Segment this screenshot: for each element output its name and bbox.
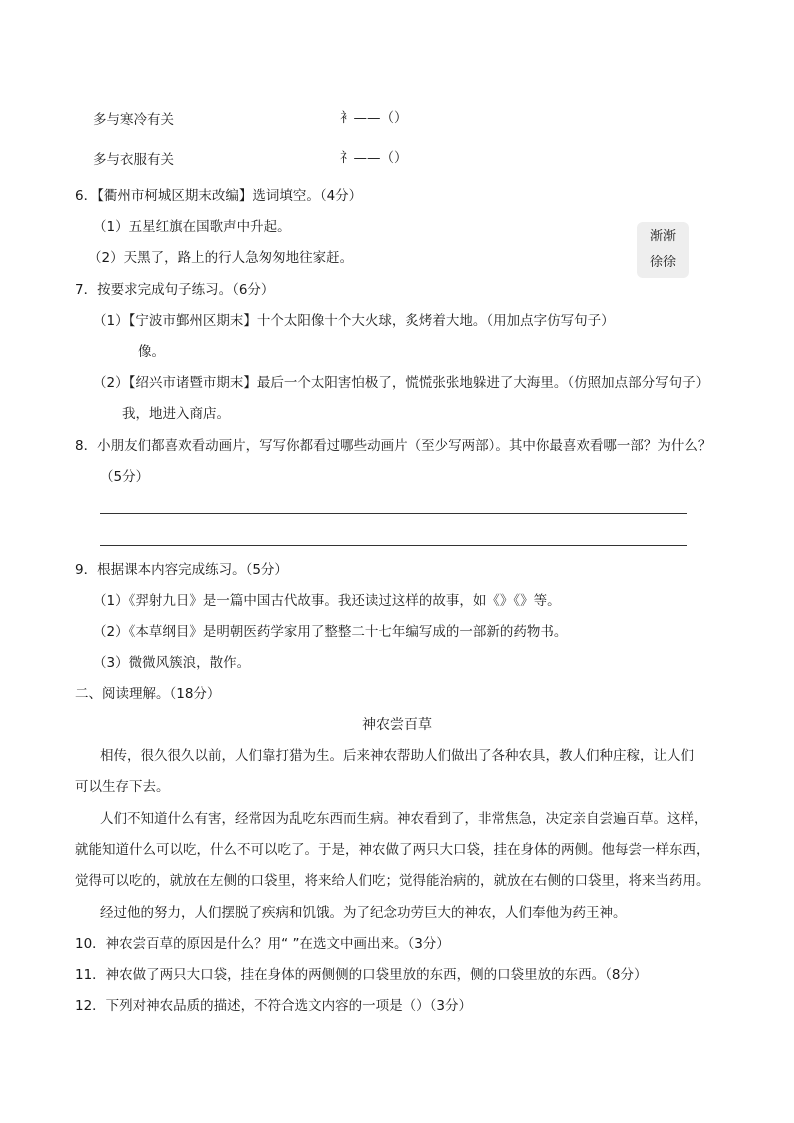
word-bank-item: 徐徐 [649, 255, 676, 270]
passage-line: 经过他的努力，人们摆脱了疾病和饥饿。为了纪念功劳巨大的神农，人们奉他为药王神。 [100, 905, 627, 921]
q11: 11．神农做了两只大口袋，挂在身体的两侧侧的口袋里放的东西，侧的口袋里放的东西。（8分） [75, 967, 648, 983]
q9-sentence-1: （1）《羿射九日》是一篇中国古代故事。我还读过这样的故事，如《》《》等。 [93, 593, 561, 609]
q5-row2-answer: 礻——（） [340, 150, 408, 166]
q8-title: 8．小朋友们都喜欢看动画片，写写你都看过哪些动画片（至少写两部）。其中你最喜欢看哪一部？为什么？ [75, 438, 712, 454]
passage-title: 神农尝百草 [362, 717, 432, 733]
q9-title: 9．根据课本内容完成练习。（5分） [75, 562, 288, 578]
q7-title: 7．按要求完成句子练习。（6分） [75, 282, 275, 298]
q5-row1-label: 多与寒冷有关 [93, 112, 174, 128]
q12: 12．下列对神农品质的描述，不符合选文内容的一项是（）（3分） [75, 998, 473, 1014]
passage-line: 人们不知道什么有害，经常因为乱吃东西而生病。神农看到了，非常焦急，决定亲自尝遍百草。这样， [100, 811, 708, 827]
q7-fill-1: 像。 [138, 344, 165, 360]
passage-line: 可以生存下去。 [75, 779, 170, 795]
q9-sentence-3: （3）微微风簇浪，散作。 [93, 655, 251, 671]
q9-sentence-2: （2）《本草纲目》是明朝医药学家用了整整二十七年编写成的一部新的药物书。 [93, 624, 568, 640]
q6-sentence-1: （1）五星红旗在国歌声中升起。 [93, 219, 291, 235]
q5-row2-label: 多与衣服有关 [93, 152, 174, 168]
section-heading: 二、阅读理解。（18分） [75, 686, 221, 702]
q5-row1-answer: 衤——（） [340, 110, 408, 126]
q6-title: 6．【衢州市柯城区期末改编】选词填空。（4分） [75, 188, 363, 204]
passage-line: 觉得可以吃的，就放在左侧的口袋里，将来给人们吃；觉得能治病的，就放在右侧的口袋里，将来当药用。 [75, 873, 710, 889]
q7-sentence-1: （1）【宁波市鄞州区期末】十个太阳像十个大火球，炙烤着大地。（用加点字仿写句子） [93, 313, 615, 329]
word-bank-box [637, 222, 689, 278]
q8-score: （5分） [100, 469, 150, 485]
q10: 10．神农尝百草的原因是什么？用“ ”在选文中画出来。（3分） [75, 936, 450, 952]
q7-sentence-2: （2）【绍兴市诸暨市期末】最后一个太阳害怕极了，慌慌张张地躲进了大海里。（仿照加点部分写句子） [93, 375, 710, 391]
q7-fill-2: 我，地进入商店。 [122, 406, 230, 422]
answer-line [100, 545, 687, 546]
word-bank-item: 渐渐 [649, 229, 676, 244]
passage-line: 就能知道什么可以吃，什么不可以吃了。于是，神农做了两只大口袋，挂在身体的两侧。他每尝一样东西， [75, 842, 710, 858]
answer-line [100, 513, 687, 514]
q6-sentence-2: （2）天黑了，路上的行人急匆匆地往家赶。 [88, 250, 354, 266]
passage-line: 相传，很久很久以前，人们靠打猎为生。后来神农帮助人们做出了各种农具，教人们种庄稼，让人们 [100, 748, 694, 764]
